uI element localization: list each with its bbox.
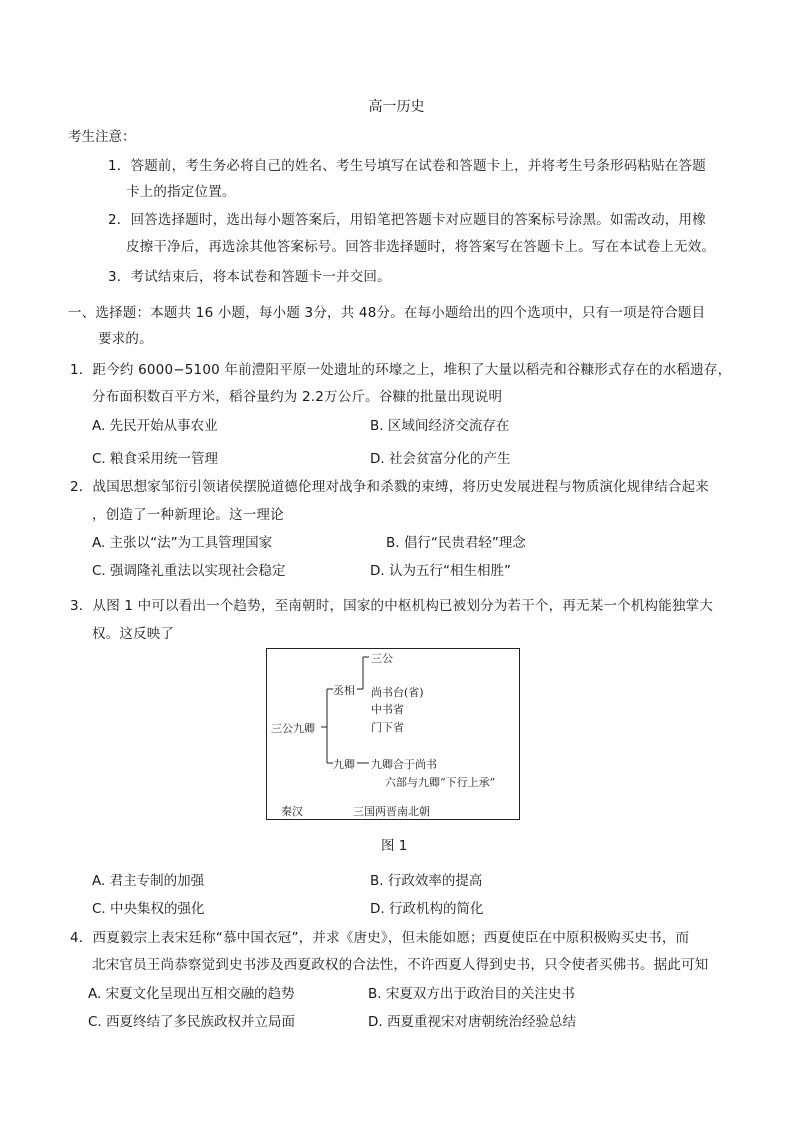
- question-3-line2: 权。这反映了: [92, 626, 175, 642]
- question-1-line1: 1．距今约 6000−5100 年前澧阳平原一处遗址的环壕之上，堆积了大量以稻壳和谷糠形式存在的水稻遗存，: [70, 362, 732, 378]
- diagram-leaf-jiuqing-merge: 九卿合于尚书: [371, 758, 437, 771]
- question-4-line1: 4．西夏毅宗上表宋廷称“慕中国衣冠”，并求《唐史》，但未能如愿；西夏使臣在中原积极购买史书，而: [70, 930, 690, 946]
- question-2-line2: ，创造了一种新理论。这一理论: [92, 507, 284, 523]
- question-1-option-d[interactable]: D. 社会贫富分化的产生: [370, 451, 511, 467]
- question-1-option-b[interactable]: B. 区域间经济交流存在: [370, 418, 510, 434]
- diagram-leaf-zhongshu: 中书省: [371, 703, 404, 716]
- notice-item-1-line2: 卡上的指定位置。: [126, 184, 236, 200]
- question-3-option-c[interactable]: C. 中央集权的强化: [92, 901, 205, 917]
- section-heading-line2: 要求的。: [98, 331, 153, 347]
- question-3-option-d[interactable]: D. 行政机构的简化: [370, 901, 484, 917]
- question-1-option-c[interactable]: C. 粮食采用统一管理: [92, 451, 219, 467]
- diagram-era-sanguo: 三国两晋南北朝: [353, 805, 430, 818]
- question-2-option-b[interactable]: B. 倡行“民贵君轻”理念: [386, 535, 526, 551]
- diagram-branch-chengxiang: 丞相: [333, 684, 355, 697]
- question-3-option-a[interactable]: A. 君主专制的加强: [92, 873, 205, 889]
- diagram-branch-jiuqing: 九卿: [333, 758, 355, 771]
- question-1-option-a[interactable]: A. 先民开始从事农业: [92, 418, 218, 434]
- question-4-option-c[interactable]: C. 西夏终结了多民族政权并立局面: [88, 1014, 296, 1030]
- notice-item-2-line2: 皮擦干净后，再选涂其他答案标号。回答非选择题时，将答案写在答题卡上。写在本试卷上无效。: [126, 239, 716, 255]
- question-2-option-a[interactable]: A. 主张以“法”为工具管理国家: [92, 535, 273, 551]
- figure-caption: 图 1: [381, 838, 408, 854]
- diagram-leaf-menxia: 门下省: [371, 721, 404, 734]
- diagram-leaf-liubu: 六部与九卿“下行上承”: [385, 776, 496, 789]
- notice-item-3-line1: 3．考试结束后，将本试卷和答题卡一并交回。: [108, 269, 391, 285]
- diagram-leaf-sangong: 三公: [371, 652, 393, 665]
- question-1-line2: 分布面积数百平方米，稻谷量约为 2.2万公斤。谷糠的批量出现说明: [92, 389, 503, 405]
- section-heading-line1: 一、选择题：本题共 16 小题，每小题 3分，共 48分。在每小题给出的四个选项中，只有一项是符合题目: [68, 305, 706, 321]
- question-3-option-b[interactable]: B. 行政效率的提高: [370, 873, 483, 889]
- page-title: 高一历史: [368, 99, 425, 115]
- question-4-option-d[interactable]: D. 西夏重视宋对唐朝统治经验总结: [368, 1014, 576, 1030]
- diagram-era-qinhan: 秦汉: [281, 805, 303, 818]
- question-2-option-d[interactable]: D. 认为五行“相生相胜”: [370, 563, 511, 579]
- question-2-option-c[interactable]: C. 强调隆礼重法以实现社会稳定: [92, 563, 286, 579]
- diagram-leaf-shangshu: 尚书台(省): [371, 686, 424, 699]
- notice-item-2-line1: 2．回答选择题时，选出每小题答案后，用铅笔把答题卡对应题目的答案标号涂黑。如需改动，用橡: [108, 212, 706, 228]
- question-4-option-b[interactable]: B. 宋夏双方出于政治目的关注史书: [368, 986, 575, 1002]
- question-4-line2: 北宋官员王尚恭察觉到史书涉及西夏政权的合法性，不许西夏人得到史书，只令使者买佛书。据此可知: [92, 957, 709, 973]
- question-4-option-a[interactable]: A. 宋夏文化呈现出互相交融的趋势: [88, 986, 295, 1002]
- diagram-root: 三公九卿: [271, 722, 315, 735]
- question-3-line1: 3．从图 1 中可以看出一个趋势，至南朝时，国家的中枢机构已被划分为若干个，再无某一个机构能独掌大: [70, 598, 714, 614]
- figure-1-diagram: [266, 648, 520, 820]
- notice-item-1-line1: 1．答题前，考生务必将自己的姓名、考生号填写在试卷和答题卡上，并将考生号条形码粘贴在答题: [108, 158, 706, 174]
- question-2-line1: 2．战国思想家邹衍引领诸侯摆脱道德伦理对战争和杀戮的束缚，将历史发展进程与物质演化规律结合起来: [70, 479, 709, 495]
- notice-heading: 考生注意：: [68, 129, 136, 145]
